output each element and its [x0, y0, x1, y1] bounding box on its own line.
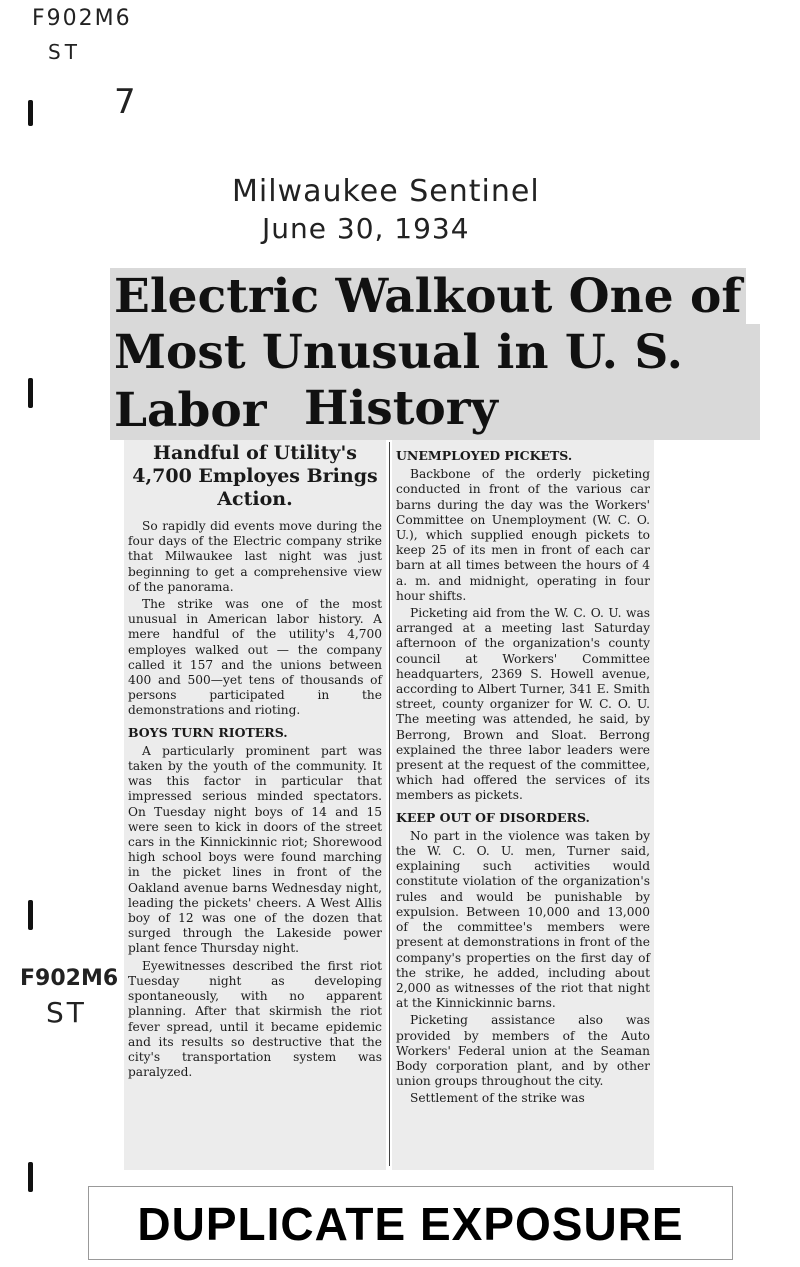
paragraph: Picketing aid from the W. C. O. U. was arranged at a meeting last Saturday afternoon of the organization's county council at Workers' Committee headquarters, 2369 S. Howell avenue, according to Albert Turner, 341 E. Smith street, county organizer for W. C. O. U. The meeting was attended, he said, by Berrong, Brown and Sloat. Berrong explained the three labor leaders were present at the request of the committee, which had offered the services of its members as pickets.	[396, 606, 650, 803]
paragraph: The strike was one of the most unusual in American labor history. A mere handful of the utility's 4,700 employes walked out — the company called it 157 and the unions between 400 and 500—yet tens of thousands of persons participated in the demonstrations and rioting.	[128, 597, 382, 718]
handwritten-source: Milwaukee Sentinel	[232, 174, 540, 209]
column-divider	[389, 442, 390, 1166]
handwritten-date: June 30, 1934	[262, 212, 470, 245]
section-heading: BOYS TURN RIOTERS.	[128, 724, 288, 740]
handwritten-file-code-margin: F902M6	[20, 966, 119, 991]
handwritten-st-mark: ST	[48, 40, 81, 64]
margin-tick-mark	[28, 900, 33, 930]
margin-tick-mark	[28, 100, 33, 126]
paragraph: Picketing assistance also was provided by members of the Auto Workers' Federal union at the Seaman Body corporation plant, and by other union groups throughout the city.	[396, 1013, 650, 1089]
article-column-right	[392, 440, 654, 1170]
paragraph: A particularly prominent part was taken by the youth of the community. It was this factor in particular that impressed serious minded spectators. On Tuesday night boys of 14 and 15 were seen to kick in doors of the street cars in the Kinnickinnic riot; Shorewood high school boys were found marching in the picket lines in front of the Oakland avenue barns Wednesday night, leading the pickets' cheers. A West Allis boy of 12 was one of the dozen that surged through the Lakeside power plant fence Thursday night.	[128, 743, 382, 956]
margin-tick-mark	[28, 378, 33, 408]
headline-line-3: History	[300, 380, 502, 438]
paragraph: No part in the violence was taken by the W. C. O. U. men, Turner said, explaining such activities would constitute violation of the organization's rules and would be punishable by expulsion. Between 10,000 and 13,000 of the committee's members were present at demonstrations in front of the company's properties on the first day of the strike, he added, including about 2,000 as witnesses of the riot that night at the Kinnickinnic barns.	[396, 828, 650, 1011]
paragraph: So rapidly did events move during the four days of the Electric company strike that Milwaukee last night was just beginning to get a comprehensive view of the panorama.	[128, 519, 382, 594]
paragraph: Eyewitnesses described the first riot Tuesday night as developing spontaneously, with no apparent planning. After that skirmish the riot fever spread, until it became epidemic and its results so destructive that the city's transportation system was paralyzed.	[128, 958, 382, 1080]
headline-line-1: Electric Walkout One of	[110, 268, 746, 326]
paragraph: Backbone of the orderly picketing conducted in front of the various car barns during the day was the Workers' Committee on Unemployment (W. C. O. U.), which supplied enough pickets to keep 25 of its men in front of each car barn at all times between the hours of 4 a. m. and midnight, operating in four hour shifts.	[396, 467, 650, 603]
handwritten-number: 7	[114, 82, 136, 122]
handwritten-file-code: F902M6	[32, 6, 132, 31]
margin-tick-mark	[28, 1162, 33, 1192]
headline-line-2: Most Unusual in U. S. Labor	[110, 324, 760, 440]
paragraph: Settlement of the strike was	[410, 1091, 585, 1106]
section-heading: KEEP OUT OF DISORDERS.	[396, 809, 590, 825]
section-heading: UNEMPLOYED PICKETS.	[396, 448, 573, 463]
subheadline: Handful of Utility's 4,700 Employes Brings Action.	[132, 442, 378, 510]
handwritten-st-margin: ST	[46, 996, 87, 1029]
duplicate-exposure-stamp: DUPLICATE EXPOSURE	[88, 1186, 733, 1260]
article-column-left	[124, 440, 386, 1170]
